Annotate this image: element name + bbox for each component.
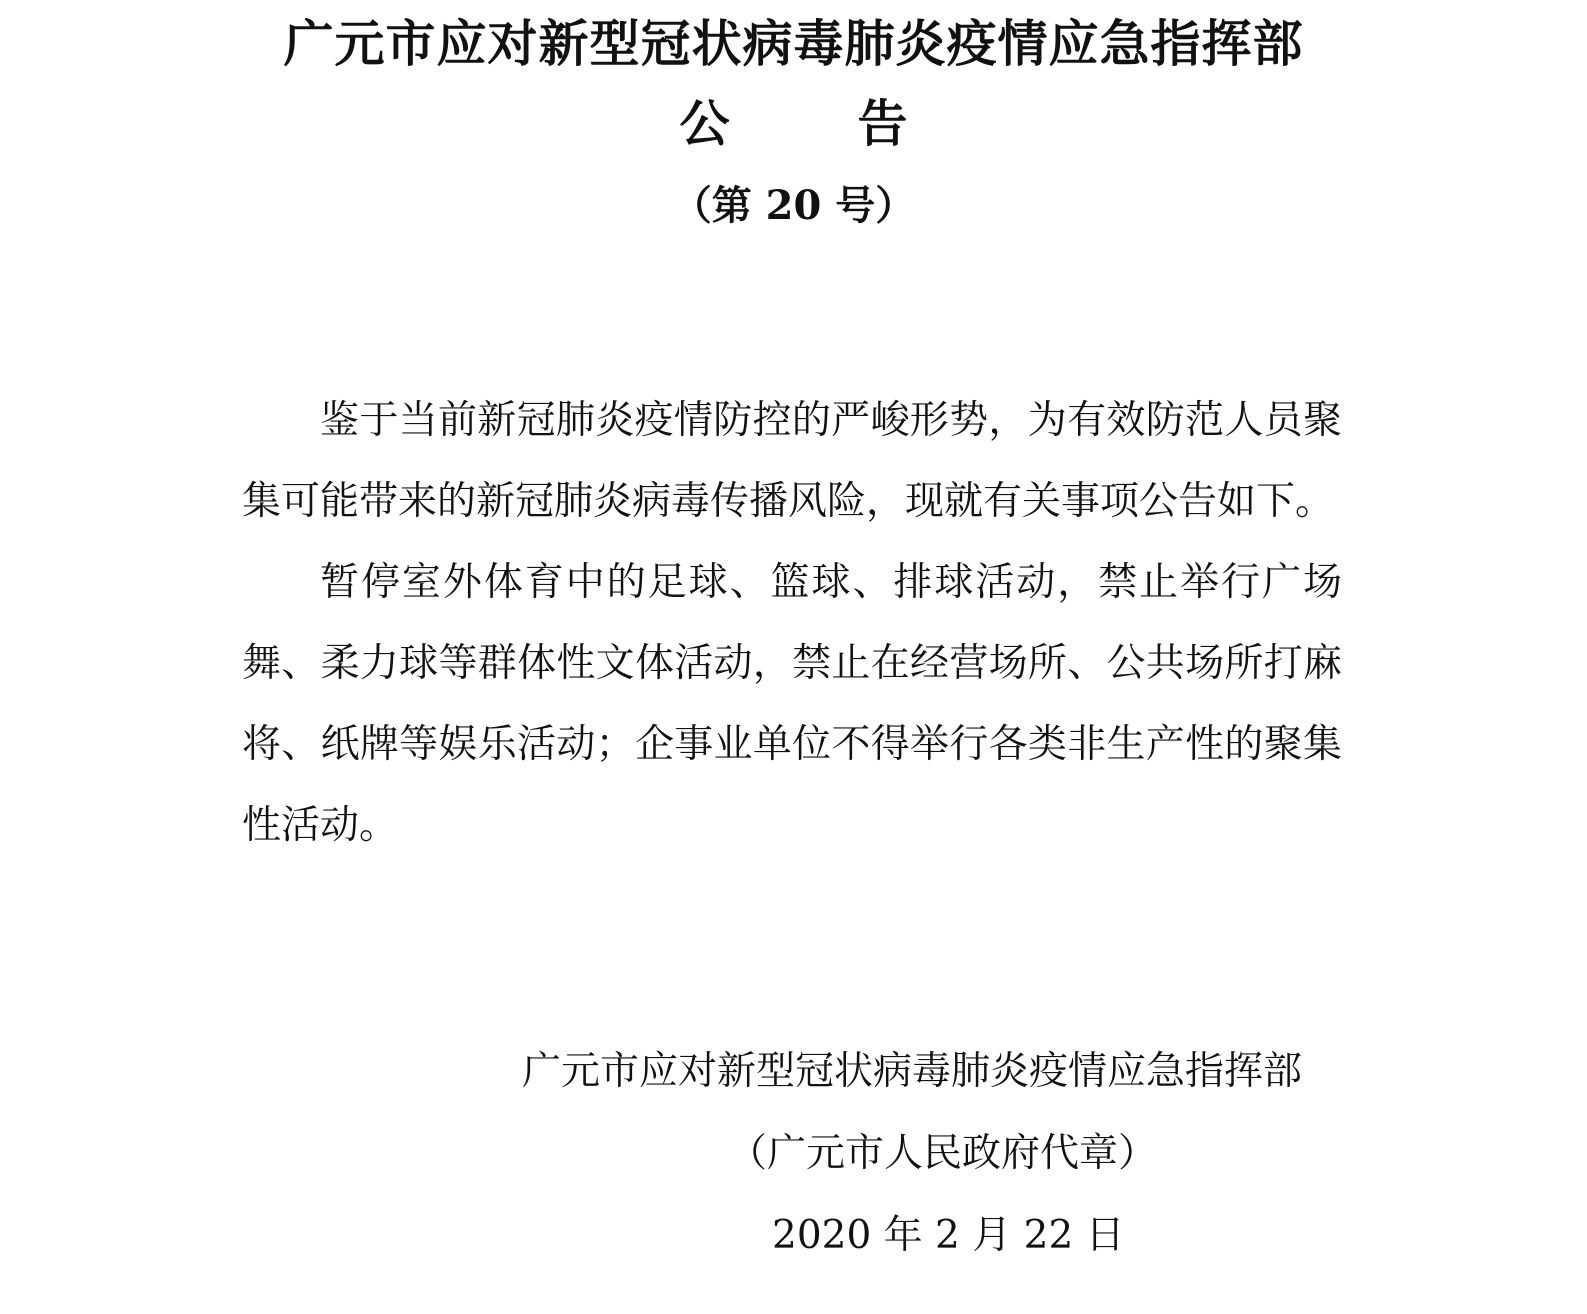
paragraph-measures: 暂停室外体育中的足球、篮球、排球活动，禁止举行广场舞、柔力球等群体性文体活动，禁止在经营场所、公共场所打麻将、纸牌等娱乐活动；企事业单位不得举行各类非生产性的聚集性活动。 — [242, 560, 1342, 848]
notice-body — [242, 380, 1342, 866]
notice-number: （第 20 号） — [671, 182, 916, 229]
document-title: 广元市应对新型冠状病毒肺炎疫情应急指挥部 — [283, 14, 1304, 73]
notice-heading-char-2: 告 — [857, 94, 908, 153]
notice-heading — [0, 94, 1587, 154]
notice-heading-char-1: 公 — [679, 94, 730, 153]
signature-date: 2020 年 2 月 22 日 — [772, 1213, 1125, 1258]
signature-org: 广元市应对新型冠状病毒肺炎疫情应急指挥部 — [522, 1049, 1303, 1094]
signature-seal-note: （广元市人民政府代章） — [728, 1131, 1158, 1176]
paragraph-intro: 鉴于当前新冠肺炎疫情防控的严峻形势，为有效防范人员聚集可能带来的新冠肺炎病毒传播风险，现就有关事项公告如下。 — [242, 398, 1342, 524]
